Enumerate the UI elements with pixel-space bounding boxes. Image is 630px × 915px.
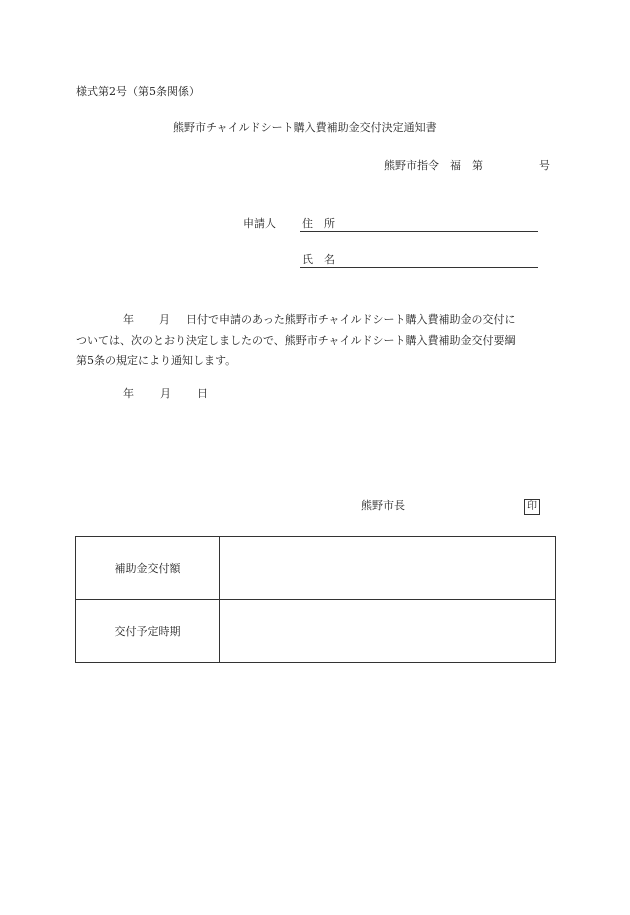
grant-amount-value[interactable] [220, 537, 556, 600]
grant-schedule-value[interactable] [220, 600, 556, 663]
notice-body [76, 310, 554, 372]
notice-line-2: ついては、次のとおり決定しましたので、熊野市チャイルドシート購入費補助金交付要綱 [76, 333, 516, 347]
notice-line-1 [76, 310, 554, 331]
document-title: 熊野市チャイルドシート購入費補助金交付決定通知書 [173, 121, 437, 134]
issue-number-prefix: 熊野市指令 福 第 [384, 159, 483, 172]
address-label: 住 所 [302, 217, 335, 230]
address-underline [300, 231, 538, 232]
name-underline [300, 267, 538, 268]
date-month-label: 月 [160, 387, 171, 400]
notice-line-1-text: 日付で申請のあった熊野市チャイルドシート購入費補助金の交付に [186, 313, 516, 326]
table-row [76, 600, 556, 663]
grant-schedule-label: 交付予定時期 [76, 600, 220, 663]
body-year-label: 年 [123, 313, 134, 326]
table-row [76, 537, 556, 600]
grant-info-table [75, 536, 556, 663]
date-day-label: 日 [197, 387, 208, 400]
issue-number-suffix: 号 [539, 159, 550, 172]
name-label: 氏 名 [302, 253, 335, 266]
seal-mark: 印 [524, 499, 540, 515]
issuer-name: 熊野市長 [361, 499, 405, 512]
body-month-label: 月 [159, 313, 170, 326]
grant-amount-label: 補助金交付額 [76, 537, 220, 600]
notice-line-3: 第5条の規定により通知します。 [76, 354, 237, 367]
applicant-label: 申請人 [243, 217, 276, 230]
date-year-label: 年 [123, 387, 134, 400]
form-number-label: 様式第2号（第5条関係） [76, 85, 200, 98]
